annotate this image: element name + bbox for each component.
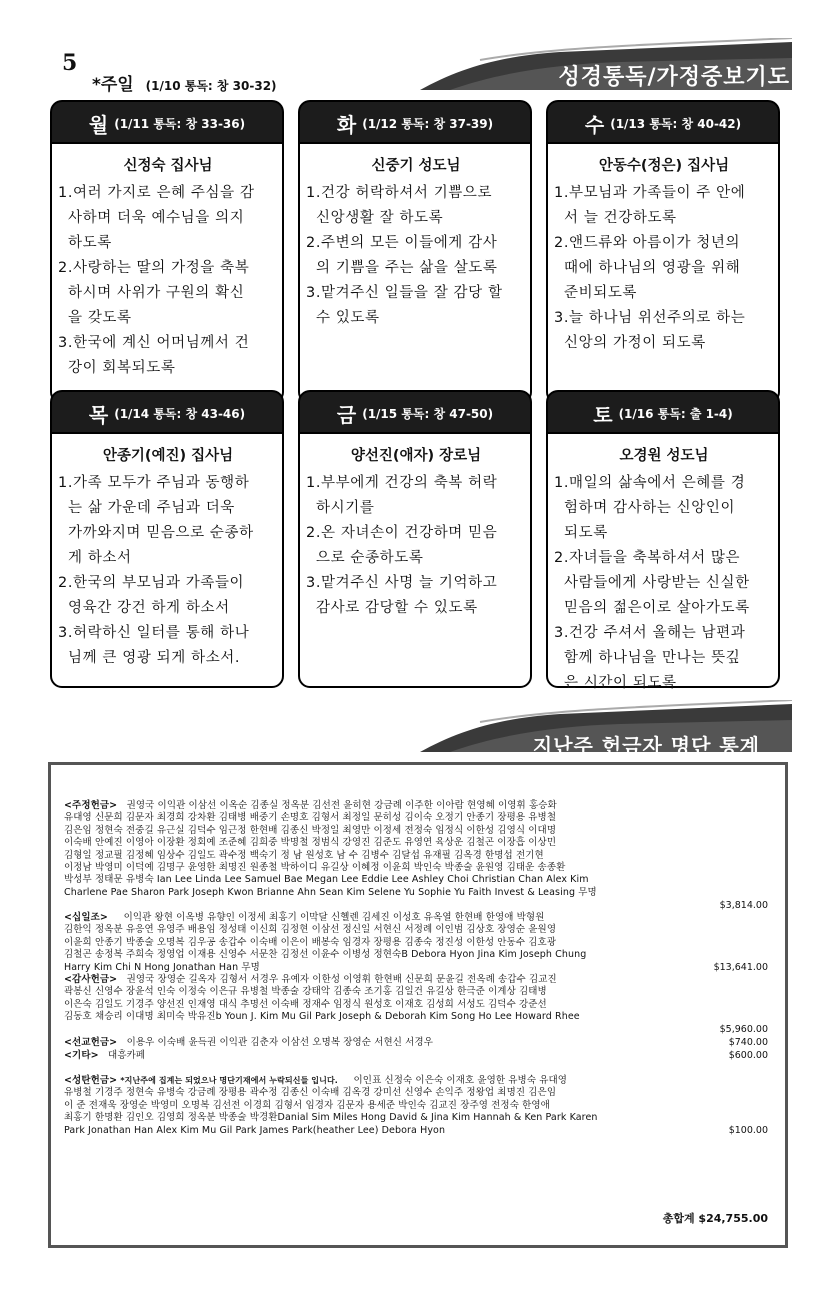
prayer-name: 안동수(정은) 집사님 (598, 158, 730, 174)
prayer-line: 함께 하나님을 만나는 뜻깊 (564, 650, 741, 666)
offering-label: <주정헌금> (64, 800, 118, 811)
offering-line: 유병철 기경주 정현숙 유병숙 강금례 장평용 곽수정 김종신 이숙배 김옥경 강미선 신영수 손익주 정왕업 최명진 김은임 (64, 1087, 557, 1099)
offering-amount: $5,960.00 (719, 1024, 768, 1035)
prayer-line: 하시기를 (316, 500, 375, 516)
prayer-line: 3.맡겨주신 일들을 잘 감당 할 (306, 285, 503, 301)
prayer-line: 3.늘 하나님 위선주의로 하는 (554, 310, 746, 326)
card-body (50, 432, 284, 688)
offering-line: 김철곤 송정복 주희숙 정영업 이재용 신영수 서문찬 김정선 이윤수 이병성 정현숙B Debora Hyon Jina Kim Joseph Chung (64, 949, 587, 961)
offering-amount: $600.00 (728, 1050, 768, 1061)
prayer-name: 양선진(애자) 장로님 (350, 448, 482, 464)
offering-line: 김동호 채승리 이대명 최미숙 박유진b Youn J. Kim Mu Gil Park Joseph & Deborah Kim Song Ho Lee Howard Rhee (64, 1011, 580, 1023)
prayer-card-tue (298, 100, 532, 404)
offering-line: 이은숙 김일도 기경주 양선진 인재영 대식 추명선 이숙배 정재수 임정식 원성호 이재호 김성희 서성도 김덕수 강준선 (64, 998, 547, 1010)
offering-label: <성탄헌금> (64, 1075, 118, 1086)
prayer-name: 안종기(예진) 집사님 (102, 448, 234, 464)
prayer-line: 사람들에게 사랑받는 신실한 (564, 575, 750, 591)
page-number: 5 (62, 50, 78, 76)
prayer-card-mon (50, 100, 284, 404)
prayer-line: 믿음의 젊은이로 살아가도록 (564, 600, 750, 616)
reading-ref: (1/14 통독: 창 43-46) (114, 406, 246, 421)
offering-label: <감사헌금> (64, 974, 118, 985)
prayer-line: 수 있도록 (316, 310, 380, 326)
reading-ref: (1/11 통독: 창 33-36) (114, 116, 246, 131)
prayer-line: 2.앤드류와 아름이가 청년의 (554, 235, 741, 251)
offering-line: 이숙배 안예진 이영아 이장환 정회예 조준혜 김희중 박명철 정범식 강영진 김준도 유영연 육상운 김철곤 이장흡 이상민 (64, 837, 557, 849)
prayer-list (58, 181, 278, 381)
prayer-line: 신앙의 가정이 되도록 (564, 335, 706, 351)
offering-line: Charlene Pae Sharon Park Joseph Kwon Brianne Ahn Sean Kim Selene Yu Sophie Yu Faith Invest & Leasing 무명 (64, 886, 597, 898)
prayer-line: 1.건강 허락하셔서 기쁨으로 (306, 185, 493, 201)
prayer-line: 2.주변의 모든 이들에게 감사 (306, 235, 498, 251)
prayer-card-wed (546, 100, 780, 404)
offering-line (64, 974, 770, 986)
prayer-line: 2.자녀들을 축복하셔서 많은 (554, 550, 741, 566)
prayer-list (554, 471, 774, 696)
offering-line: 김은임 정현숙 전중길 유근실 김덕수 임근정 한현배 김종신 박정일 최영만 이정세 전정숙 임정식 이한성 김영식 이대명 (64, 824, 557, 836)
prayer-line: 게 하소서 (68, 550, 132, 566)
offering-line (64, 1075, 770, 1087)
card-body (546, 142, 780, 404)
prayer-list (554, 181, 774, 356)
prayer-card-thu (50, 390, 284, 688)
offering-names: 이인표 신정숙 이은숙 이재호 윤영한 유병숙 유대영 (353, 1075, 568, 1086)
prayer-line: 하도록 (68, 235, 112, 251)
reading-ref: (1/16 통독: 출 1-4) (618, 406, 733, 421)
prayer-line: 신앙생활 잘 하도록 (316, 210, 444, 226)
offering-line: 김한익 정옥분 유응연 유영주 배용임 정성태 이신희 김정현 이삼선 정신일 서현신 서정례 이인범 김상호 장영순 윤원영 (64, 924, 557, 936)
offering-line: 곽봉신 신영수 장윤석 인숙 이정숙 이은규 유병철 박종술 강태악 김종숙 조기홍 김일건 유길상 한극준 이계상 김태병 (64, 986, 547, 998)
prayer-line: 1.부부에게 건강의 축복 허락 (306, 475, 498, 491)
prayer-line: 는 삶 가운데 주님과 더욱 (68, 500, 235, 516)
prayer-line: 1.부모님과 가족들이 주 안에 (554, 185, 746, 201)
prayer-line: 은 시간이 되도록 (564, 675, 677, 691)
day-label: 토 (593, 402, 613, 427)
prayer-line: 3.허락하신 일터를 통해 하나 (58, 625, 250, 641)
offering-line: Harry Kim Chi N Hong Jonathan Han 무명 (64, 961, 260, 973)
offering-line: 이윤희 안종기 박종술 오명복 김우공 송갑수 이숙배 이은이 배봉숙 임경자 장평용 김종숙 정진성 이한성 안동수 김호광 (64, 936, 557, 948)
card-tab (298, 100, 532, 144)
prayer-line: 의 기쁨을 주는 삶을 살도록 (316, 260, 498, 276)
offering-amount: $100.00 (728, 1125, 768, 1136)
offering-names: 대흥카페 (108, 1050, 146, 1061)
offering-line: Park Jonathan Han Alex Kim Mu Gil Park James Park(heather Lee) Debora Hyon (64, 1124, 446, 1136)
offering-title: 지난주 헌금자 명단 통계 (532, 734, 760, 758)
card-tab (546, 100, 780, 144)
reading-ref: (1/13 통독: 창 40-42) (610, 116, 742, 131)
section-title: 성경통독/가정중보기도 (558, 65, 790, 90)
prayer-line: 사하며 더욱 예수님을 의지 (68, 210, 245, 226)
prayer-list (306, 471, 526, 621)
prayer-line: 되도록 (564, 525, 608, 541)
card-tab (546, 390, 780, 434)
prayer-line: 하시며 사위가 구원의 확신 (68, 285, 245, 301)
offering-amount: $740.00 (728, 1037, 768, 1048)
card-body (298, 432, 532, 688)
prayer-line: 3.한국에 계신 어머님께서 건 (58, 335, 250, 351)
prayer-line: 2.한국의 부모님과 가족들이 (58, 575, 245, 591)
offering-line: 유대영 신문희 김문자 최경희 강차환 김태병 배중기 손명호 김형서 최정일 문히성 김이숙 오정기 안종기 장평용 유병철 (64, 812, 557, 824)
prayer-line: 2.사랑하는 딸의 가정을 축복 (58, 260, 250, 276)
prayer-line: 3.맡겨주신 사명 늘 기억하고 (306, 575, 498, 591)
prayer-line: 서 늘 건강하도록 (564, 210, 677, 226)
prayer-line: 을 갖도록 (68, 310, 132, 326)
day-label: 수 (584, 112, 605, 137)
prayer-line: 감사로 감당할 수 있도록 (316, 600, 478, 616)
card-body (546, 432, 780, 691)
offering-amount: $3,814.00 (719, 900, 768, 911)
offering-sunday (64, 800, 770, 899)
offering-label: <선교헌금> (64, 1037, 118, 1048)
prayer-line: 영육간 강건 하게 하소서 (68, 600, 230, 616)
offering-line: 최홍기 한명환 김인오 김영희 정옥분 박종술 박경환Danial Sim Miles Hong David & Jina Kim Hannah & Ken Park Karen (64, 1112, 598, 1124)
prayer-line: 1.매일의 삶속에서 은혜를 경 (554, 475, 746, 491)
prayer-line: 님께 큰 영광 되게 하소서. (68, 650, 241, 666)
offering-line (64, 912, 770, 924)
prayer-list (58, 471, 278, 671)
offering-line: 이정남 박영미 이덕예 김명구 윤영한 최명진 원종철 박하이디 유길상 이혜정 이윤희 박인숙 박종술 윤원영 김태운 송종환 (64, 862, 566, 874)
offering-line: 김형일 정교필 김정혜 임상수 김일도 곽수정 백숙기 정 남 원성호 남 수 김병수 김달섭 유재필 김옥경 한명섭 전기현 (64, 849, 544, 861)
offering-names: 권영국 이익관 이삼선 이옥순 김종실 정옥분 김선전 윤히현 강금례 이주한 이아람 현영혜 이영휘 홍승화 (126, 800, 557, 811)
prayer-card-fri (298, 390, 532, 688)
prayer-line: 으로 순종하도록 (316, 550, 424, 566)
reading-ref: (1/15 통독: 창 47-50) (362, 406, 494, 421)
card-body (50, 142, 284, 404)
offering-thanks (64, 974, 770, 1024)
offering-line: 이 준 전재욱 장영순 박영미 오명복 김선전 이경희 김형서 임경자 김문자 용세준 박인숙 김교진 장주영 전정숙 한영애 (64, 1099, 550, 1111)
sunday-reading-ref: (1/10 통독: 창 30-32) (145, 79, 277, 93)
card-tab (298, 390, 532, 434)
offering-amount: $13,641.00 (713, 962, 768, 973)
sunday-reading (92, 70, 277, 95)
offering-label: <기타> (64, 1050, 99, 1061)
prayer-line: 강이 회복되도록 (68, 360, 176, 376)
offering-names: 권영국 장영순 길옥자 김형서 서경우 유예자 이한성 이영휘 한현배 신문희 문윤길 전옥례 송갑수 김교진 (126, 974, 557, 985)
card-body (298, 142, 532, 404)
day-label: 목 (88, 402, 109, 427)
offering-total: 총합계 $24,755.00 (662, 1212, 768, 1225)
offering-line (64, 800, 770, 812)
prayer-line: 1.가족 모두가 주님과 동행하 (58, 475, 250, 491)
card-tab (50, 100, 284, 144)
offering-note: *지난주에 집계는 되었으나 명단기재에서 누락되신들 입니다. (120, 1076, 338, 1085)
prayer-name: 오경원 성도님 (619, 448, 709, 464)
prayer-list (306, 181, 526, 331)
prayer-name: 신중기 성도님 (371, 158, 461, 174)
offering-names: 이용우 이숙배 윤득권 이익관 김춘자 이삼선 오명복 장영순 서현신 서경우 (126, 1037, 433, 1048)
prayer-card-sat (546, 390, 780, 691)
day-label: 금 (336, 402, 357, 427)
prayer-line: 때에 하나님의 영광을 위해 (564, 260, 741, 276)
prayer-line: 가까와지며 믿음으로 순종하 (68, 525, 254, 541)
card-tab (50, 390, 284, 434)
prayer-line: 1.여러 가지로 은혜 주심을 감 (58, 185, 255, 201)
reading-ref: (1/12 통독: 창 37-39) (362, 116, 494, 131)
prayer-line: 2.온 자녀손이 건강하며 믿음 (306, 525, 498, 541)
offering-line: 박성부 정태문 유병숙 Ian Lee Linda Lee Samuel Bae Megan Lee Eddie Lee Ashley Choi Christian Chan Alex Kim (64, 874, 589, 886)
sunday-label: *주일 (92, 75, 134, 95)
offering-names: 이익관 왕현 이옥병 유향인 이정세 최홍기 이막달 신헬렌 김세진 이성호 유옥열 한현배 한영애 박형원 (123, 912, 545, 923)
day-label: 화 (336, 112, 357, 137)
day-label: 월 (88, 112, 109, 137)
prayer-line: 3.건강 주셔서 올해는 남편과 (554, 625, 746, 641)
prayer-name: 신정숙 집사님 (123, 158, 213, 174)
offering-label: <십일조> (64, 912, 108, 923)
prayer-line: 준비되도록 (564, 285, 638, 301)
prayer-line: 험하며 감사하는 신앙인이 (564, 500, 736, 516)
